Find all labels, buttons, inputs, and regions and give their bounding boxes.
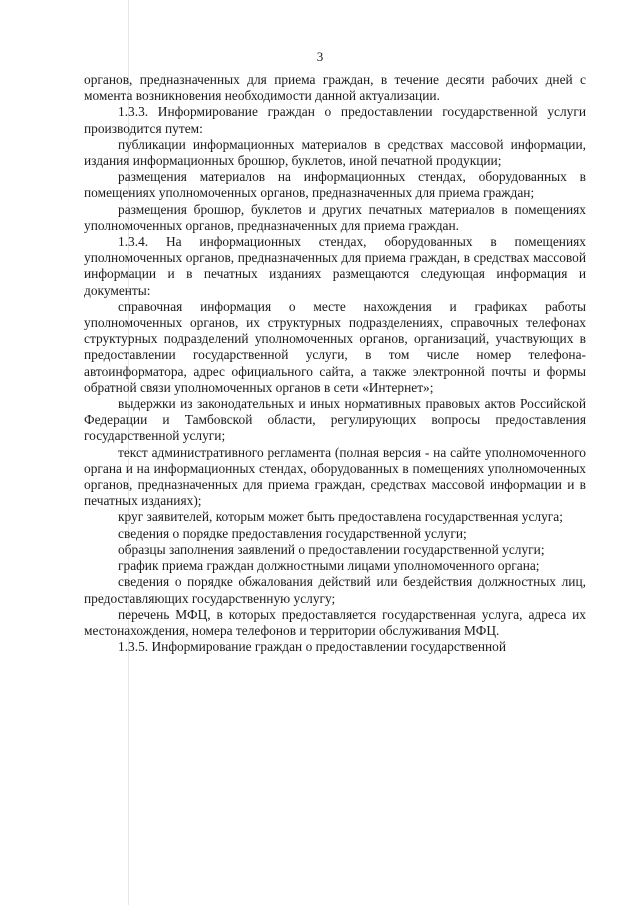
paragraph: график приема граждан должностными лицами уполномоченного органа;	[118, 558, 540, 574]
document-body	[84, 72, 586, 655]
page-number: 3	[316, 49, 324, 64]
paragraph: сведения о порядке обжалования действий или бездействия должностных лиц, предоставляющих государственную услугу;	[84, 574, 586, 606]
paragraph: сведения о порядке предоставления государственной услуги;	[118, 525, 467, 541]
paragraph: перечень МФЦ, в которых предоставляется государственная услуга, адреса их местонахождения, номера телефонов и территории обслуживания МФЦ.	[84, 606, 586, 638]
paragraph: 1.3.4. На информационных стендах, оборудованных в помещениях уполномоченных органов, предназначенных для приема граждан, в средствах массовой информации и в печатных изданиях размещаются следующая информация и документы:	[84, 234, 586, 298]
paragraph: справочная информация о месте нахождения и графиках работы уполномоченных органов, их структурных подразделениях, справочных телефонах структурных подразделений уполномоченных органов, организаций, участвующих в предоставлении государственной услуги, в том числе номер телефона-автоинформатора, адрес официального сайта, а также электронной почты и формы обратной связи уполномоченных органов в сети «Интернет»;	[84, 298, 586, 395]
paragraph: 1.3.5. Информирование граждан о предоставлении государственной	[118, 639, 507, 655]
paragraph: органов, предназначенных для приема граждан, в течение десяти рабочих дней с момента возникновения необходимости данной актуализации.	[84, 72, 586, 104]
paragraph: образцы заполнения заявлений о предоставлении государственной услуги;	[118, 541, 545, 557]
paragraph: размещения брошюр, буклетов и других печатных материалов в помещениях уполномоченных органов, предназначенных для приема граждан.	[84, 201, 586, 233]
paragraph: текст административного регламента (полная версия - на сайте уполномоченного органа и на информационных стендах, оборудованных в помещениях уполномоченных органов, предназначенных для приема граждан, средствах массовой информации и в печатных изданиях);	[84, 444, 586, 509]
paragraph: 1.3.3. Информирование граждан о предоставлении государственной услуги производится путем:	[84, 104, 586, 136]
paragraph: размещения материалов на информационных стендах, оборудованных в помещениях уполномоченных органов, предназначенных для приема граждан;	[84, 169, 586, 201]
paragraph: выдержки из законодательных и иных нормативных правовых актов Российской Федерации и Тамбовской области, регулирующих вопросы предоставления государственной услуги;	[84, 396, 586, 444]
paragraph: круг заявителей, которым может быть предоставлена государственная услуга;	[118, 509, 563, 525]
paragraph: публикации информационных материалов в средствах массовой информации, издания информационных брошюр, буклетов, иной печатной продукции;	[84, 136, 586, 169]
